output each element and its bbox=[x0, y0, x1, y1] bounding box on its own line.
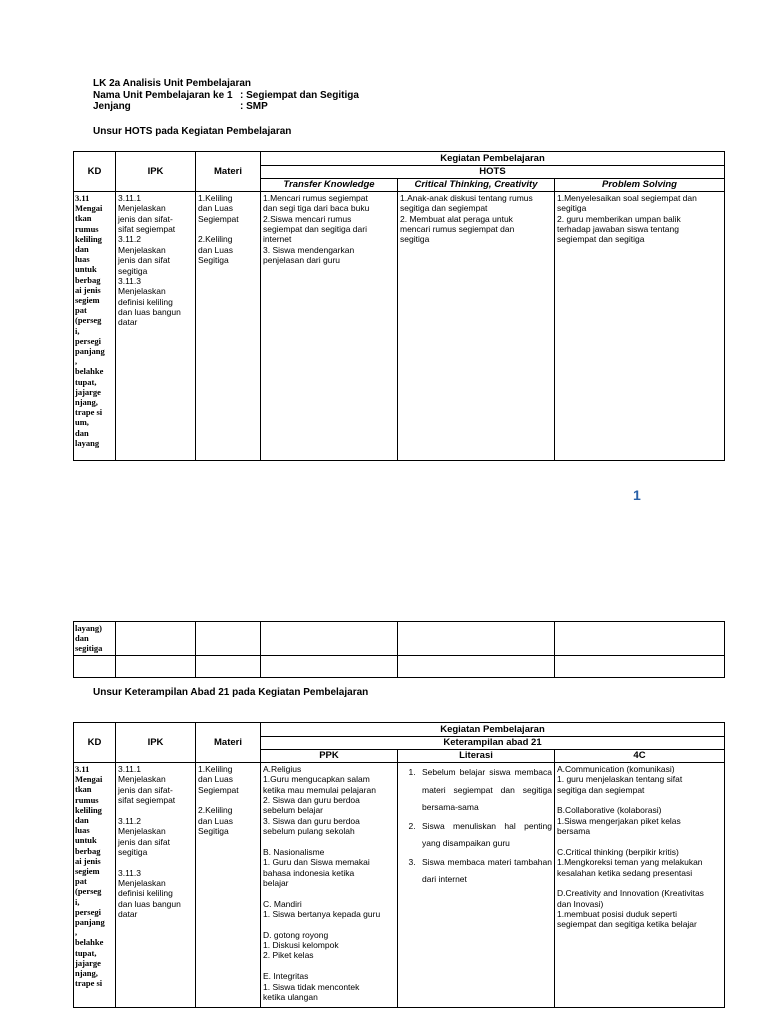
skills-table bbox=[73, 722, 725, 1008]
col-4c: 4C bbox=[555, 750, 725, 763]
4c-cell: A.Communication (komunikasi) 1. guru menjelaskan tentang sifat segitiga dan segiempat B.Collaborative (kolaborasi) 1.Siswa mengerjakan piket kelas bersama C.Critical thinking (berpikir kritis) 1.Mengkoreksi teman yang melakukan kesalahan ketika sedang presentasi D.Creativity and Innovation (Kreativitas dan Inovasi) 1.membuat posisi duduk seperti segiempat dan segitiga ketika belajar bbox=[555, 763, 725, 1008]
col-materi-header: Materi bbox=[196, 152, 261, 192]
page-number: 1 bbox=[633, 487, 641, 503]
worksheet-title: LK 2a Analisis Unit Pembelajaran bbox=[93, 78, 252, 89]
col-ipk-header: IPK bbox=[116, 723, 196, 763]
empty-cell bbox=[116, 622, 196, 656]
empty-cell bbox=[398, 655, 555, 677]
level-value: : SMP bbox=[240, 101, 268, 112]
level-row bbox=[93, 101, 359, 113]
problem-solving-cell: 1.Menyelesaikan soal segiempat dan segitiga 2. guru memberikan umpan balik terhadap jawaban siswa tentang segiempat dan segitiga bbox=[555, 192, 725, 461]
col-transfer-knowledge: Transfer Knowledge bbox=[261, 179, 398, 192]
empty-cell bbox=[196, 655, 261, 677]
empty-cell bbox=[555, 622, 725, 656]
empty-cell bbox=[398, 622, 555, 656]
literasi-cell bbox=[398, 763, 555, 1008]
section-skills-title: Unsur Keterampilan Abad 21 pada Kegiatan Pembelajaran bbox=[93, 687, 369, 698]
section-hots-title: Unsur HOTS pada Kegiatan Pembelajaran bbox=[93, 126, 292, 137]
level-label: Jenjang bbox=[93, 101, 131, 112]
ipk-cell: 3.11.1 Menjelaskan jenis dan sifat- sifat segiempat 3.11.2 Menjelaskan jenis dan sifat segitiga 3.11.3 Menjelaskan definisi keliling dan luas bangun datar bbox=[116, 763, 196, 1008]
col-critical-thinking: Critical Thinking, Creativity bbox=[398, 179, 555, 192]
materi-cell: 1.Keliling dan Luas Segiempat 2.Keliling dan Luas Segitiga bbox=[196, 763, 261, 1008]
kd-cell: 3.11 Mengai tkan rumus keliling dan luas untuk berbag ai jenis segiem pat (perseg i, persegi panjang , belahke tupat, jajarge njang, trape si bbox=[74, 763, 116, 1008]
hots-table-continued bbox=[73, 621, 725, 678]
empty-cell bbox=[196, 622, 261, 656]
literasi-item: 2. Siswa menuliskan hal penting yang disampaikan guru bbox=[418, 818, 552, 853]
empty-cell bbox=[261, 655, 398, 677]
col-problem-solving: Problem Solving bbox=[555, 179, 725, 192]
col-literasi: Literasi bbox=[398, 750, 555, 763]
ppk-cell: A.Religius 1.Guru mengucapkan salam ketika mau memulai pelajaran 2. Siswa dan guru berdoa sebelum belajar 3. Siswa dan guru berdoa sebelum pulang sekolah B. Nasionalisme 1. Guru dan Siswa memakai bahasa indonesia ketika belajar C. Mandiri 1. Siswa bertanya kepada guru D. gotong royong 1. Diskusi kelompok 2. Piket kelas E. Integritas 1. Siswa tidak mencontek ketika ulangan bbox=[261, 763, 398, 1008]
ipk-cell: 3.11.1 Menjelaskan jenis dan sifat- sifat segiempat 3.11.2 Menjelaskan jenis dan sifat segitiga 3.11.3 Menjelaskan definisi keliling dan luas bangun datar bbox=[116, 192, 196, 461]
kd-cell-continued: layang) dan segitiga bbox=[74, 622, 116, 656]
col-ppk: PPK bbox=[261, 750, 398, 763]
hots-subheader: HOTS bbox=[261, 166, 725, 179]
transfer-knowledge-cell: 1.Mencari rumus segiempat dan segi tiga dari baca buku 2.Siswa mencari rumus segiempat dan segitiga dari internet 3. Siswa mendengarkan penjelasan dari guru bbox=[261, 192, 398, 461]
empty-cell bbox=[74, 655, 116, 677]
group-header: Kegiatan Pembelajaran bbox=[261, 152, 725, 166]
skills-subheader: Keterampilan abad 21 bbox=[261, 737, 725, 750]
empty-cell bbox=[555, 655, 725, 677]
unit-name-label: Nama Unit Pembelajaran ke 1 bbox=[93, 89, 233, 101]
group-header: Kegiatan Pembelajaran bbox=[261, 723, 725, 737]
literasi-item: 3. Siswa membaca materi tambahan dari internet bbox=[418, 854, 552, 889]
literasi-list bbox=[400, 764, 552, 889]
empty-cell bbox=[261, 622, 398, 656]
critical-thinking-cell: 1.Anak-anak diskusi tentang rumus segitiga dan segiempat 2. Membuat alat peraga untuk mencari rumus segiempat dan segitiga bbox=[398, 192, 555, 461]
col-kd-header: KD bbox=[74, 723, 116, 763]
document-header bbox=[93, 78, 359, 113]
hots-table bbox=[73, 151, 725, 461]
literasi-item: 1. Sebelum belajar siswa membaca materi segiempat dan segitiga bersama-sama bbox=[418, 764, 552, 817]
unit-name-row bbox=[93, 90, 359, 102]
col-kd-header: KD bbox=[74, 152, 116, 192]
col-ipk-header: IPK bbox=[116, 152, 196, 192]
empty-cell bbox=[116, 655, 196, 677]
col-materi-header: Materi bbox=[196, 723, 261, 763]
materi-cell: 1.Keliling dan Luas Segiempat 2.Keliling dan Luas Segitiga bbox=[196, 192, 261, 461]
kd-cell: 3.11 Mengai tkan rumus keliling dan luas untuk berbag ai jenis segiem pat (perseg i, persegi panjang , belahke tupat, jajarge njang, trape si um, dan layang bbox=[74, 192, 116, 461]
unit-name-value: : Segiempat dan Segitiga bbox=[240, 89, 359, 101]
